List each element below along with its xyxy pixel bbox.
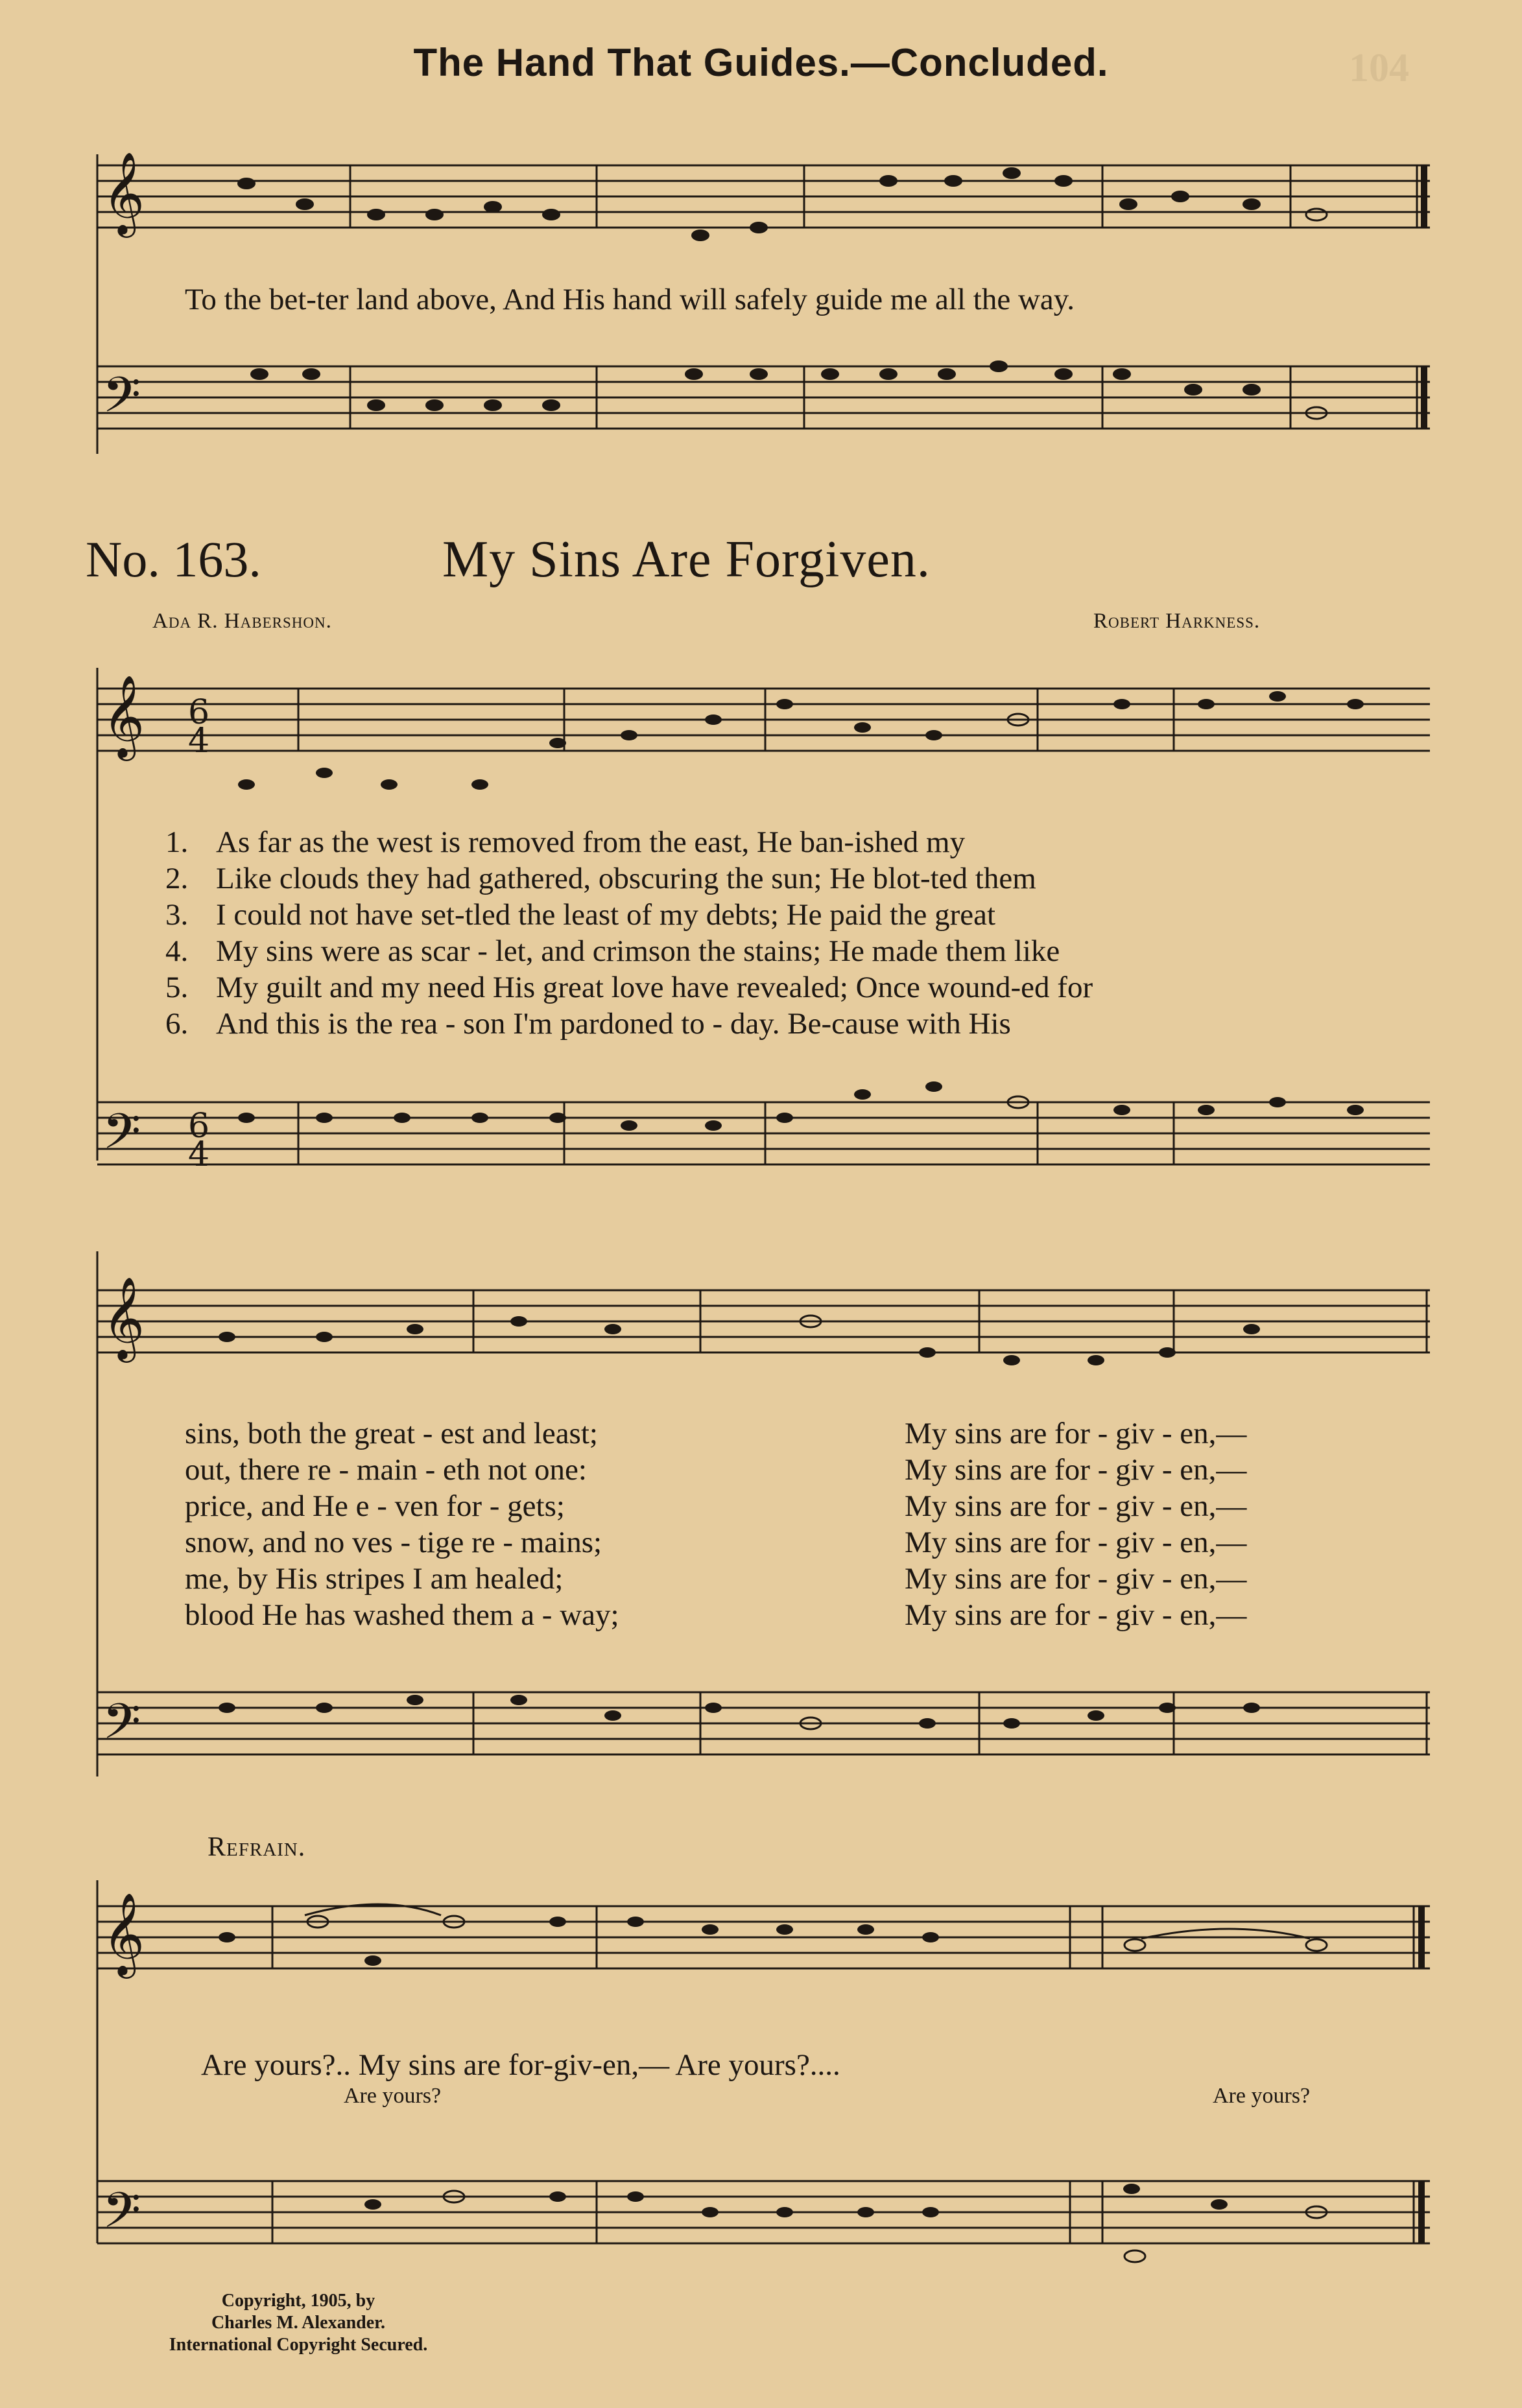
verse-line	[185, 1489, 1430, 1525]
hymn-composer: Robert Harkness.	[1093, 609, 1261, 633]
verse-line	[165, 934, 1430, 970]
copyright-notice	[146, 2290, 451, 2356]
verse-line	[185, 1598, 1430, 1634]
refrain-label: Refrain.	[208, 1832, 306, 1862]
verse-number: 1.	[165, 825, 189, 859]
verse-text: My sins are for - giv - en,—	[905, 1562, 1247, 1596]
copyright-line: International Copyright Secured.	[169, 2335, 428, 2355]
svg-text:4: 4	[188, 1135, 210, 1174]
verse-line	[165, 1006, 1430, 1043]
verse-line	[165, 825, 1430, 861]
verse-text: blood He has washed them a - way;	[185, 1598, 619, 1632]
svg-text:6: 6	[188, 693, 210, 732]
verse-text: out, there re - main - eth not one:	[185, 1453, 587, 1487]
svg-text:6: 6	[188, 1107, 210, 1146]
verse-text: My guilt and my need His great love have revealed; Once wound-ed for	[216, 971, 1093, 1004]
verse-number: 2.	[165, 862, 189, 895]
svg-text:𝄞: 𝄞	[102, 1276, 145, 1359]
verse-line	[185, 1452, 1430, 1489]
verse-text: My sins were as scar - let, and crimson the stains; He made them like	[216, 934, 1060, 968]
refrain-echo-1: Are yours?	[344, 2084, 442, 2108]
verse-text: snow, and no ves - tige re - mains;	[185, 1526, 602, 1559]
verse-text: My sins are for - giv - en,—	[905, 1417, 1247, 1450]
hymn-author: Ada R. Habershon.	[152, 609, 332, 633]
verse-text: And this is the rea - son I'm pardoned to - day. Be-cause with His	[216, 1007, 1011, 1041]
verse-text: me, by His stripes I am healed;	[185, 1562, 564, 1596]
verse-text: Like clouds they had gathered, obscuring the sun; He blot-ted them	[216, 862, 1036, 895]
page-header-title: The Hand That Guides.—Concluded.	[413, 41, 1109, 84]
verse-number: 5.	[165, 971, 189, 1004]
hymn-number: No. 163.	[86, 531, 261, 587]
verse-number: 6.	[165, 1007, 189, 1041]
verse-line	[165, 897, 1430, 934]
svg-text:𝄢: 𝄢	[102, 1103, 141, 1172]
verses-block-a	[165, 825, 1430, 1043]
verse-text: I could not have set-tled the least of my debts; He paid the great	[216, 898, 996, 932]
verse-text: My sins are for - giv - en,—	[905, 1526, 1247, 1559]
hymn-title: My Sins Are Forgiven.	[442, 531, 931, 588]
page-number: 104	[1349, 46, 1409, 90]
verse-text: sins, both the great - est and least;	[185, 1417, 598, 1450]
svg-text:𝄢: 𝄢	[102, 2182, 141, 2251]
svg-text:𝄢: 𝄢	[102, 1693, 141, 1762]
copyright-line: Copyright, 1905, by	[221, 2291, 375, 2311]
verses-block-b	[185, 1416, 1430, 1634]
prev-hymn-lyric: To the bet-ter land above, And His hand will safely guide me all the way.	[185, 283, 1075, 316]
svg-text:𝄞: 𝄞	[102, 151, 145, 234]
verse-text: My sins are for - giv - en,—	[905, 1598, 1247, 1632]
verse-line	[165, 970, 1430, 1006]
svg-text:𝄞: 𝄞	[102, 674, 145, 757]
verse-text: My sins are for - giv - en,—	[905, 1489, 1247, 1523]
verse-text: price, and He e - ven for - gets;	[185, 1489, 565, 1523]
copyright-line: Charles M. Alexander.	[211, 2313, 386, 2333]
verse-line	[185, 1416, 1430, 1452]
refrain-echo-2: Are yours?	[1213, 2084, 1311, 2108]
verse-text: My sins are for - giv - en,—	[905, 1453, 1247, 1487]
verse-line	[165, 861, 1430, 897]
svg-text:𝄞: 𝄞	[102, 1892, 145, 1975]
svg-text:𝄢: 𝄢	[102, 366, 141, 436]
verse-text: As far as the west is removed from the east, He ban-ished my	[216, 825, 966, 859]
verse-number: 4.	[165, 934, 189, 968]
verse-number: 3.	[165, 898, 189, 932]
verse-line	[185, 1561, 1430, 1598]
refrain-lyric: Are yours?.. My sins are for-giv-en,— Are yours?....	[201, 2048, 840, 2082]
verse-line	[185, 1525, 1430, 1561]
svg-text:4: 4	[188, 722, 210, 761]
